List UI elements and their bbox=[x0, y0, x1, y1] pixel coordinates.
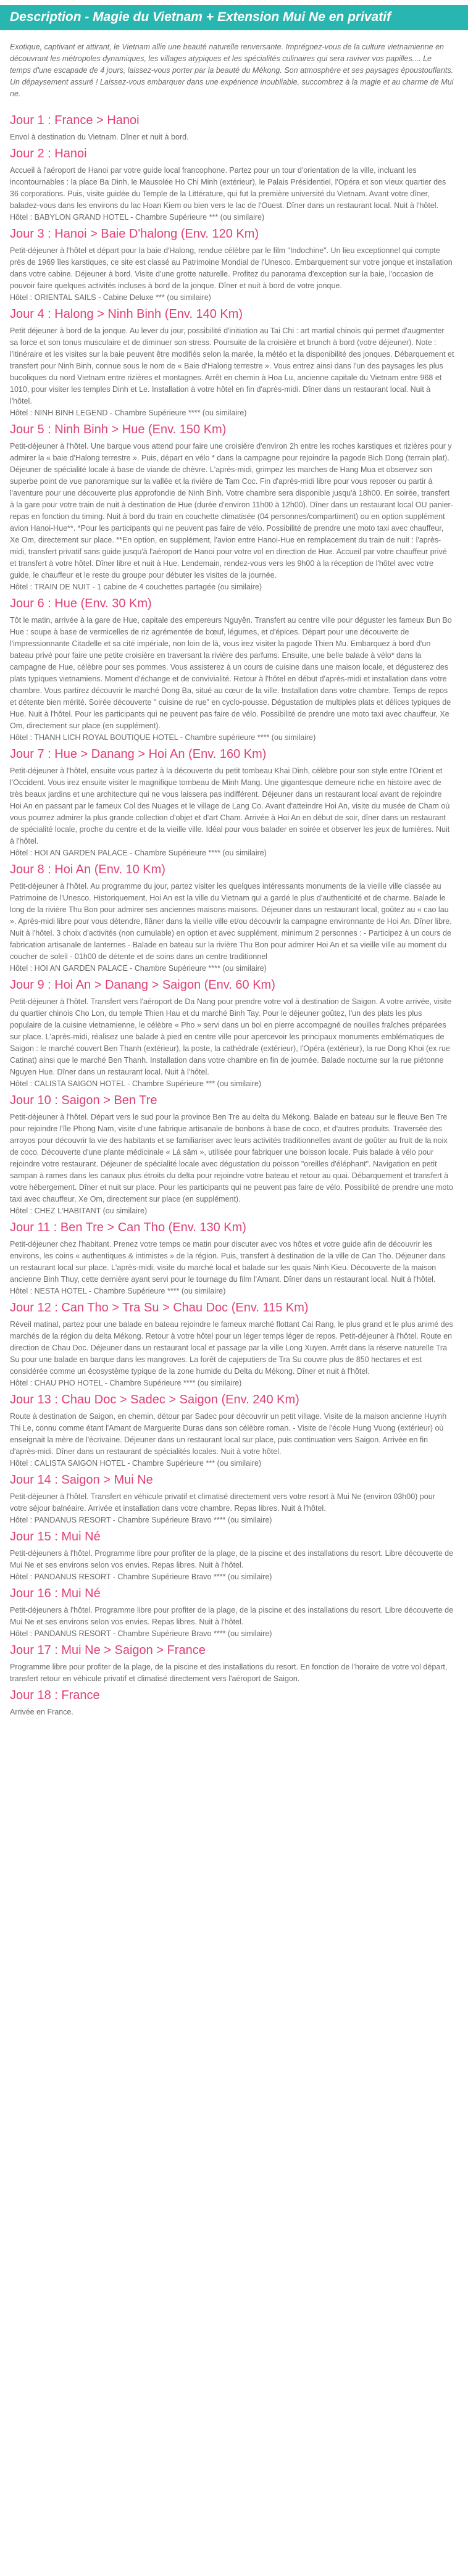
day-section bbox=[10, 597, 454, 744]
day-hotel: Hôtel : NESTA HOTEL - Chambre Supérieure **** (ou similaire) bbox=[10, 1287, 226, 1295]
day-section bbox=[10, 1689, 454, 1718]
day-section bbox=[10, 1643, 454, 1685]
itinerary-content bbox=[0, 30, 468, 1718]
day-title: Jour 6 : Hue (Env. 30 Km) bbox=[10, 597, 152, 610]
day-description: Petit-déjeuners à l'hôtel. Programme libre pour profiter de la plage, de la piscine et des installations du resort. Libre découverte de Mui Ne et ses environs selon vos envies. Repas libres. Nuit à l'hôtel. bbox=[10, 1606, 454, 1626]
day-title: Jour 4 : Halong > Ninh Binh (Env. 140 Km) bbox=[10, 307, 243, 321]
day-title: Jour 2 : Hanoi bbox=[10, 147, 87, 160]
day-title: Jour 12 : Can Tho > Tra Su > Chau Doc (Env. 115 Km) bbox=[10, 1301, 309, 1315]
day-title: Jour 3 : Hanoi > Baie D'halong (Env. 120 Km) bbox=[10, 227, 259, 241]
day-hotel: Hôtel : CALISTA SAIGON HOTEL - Chambre Supérieure *** (ou similaire) bbox=[10, 1079, 262, 1088]
day-description: Petit-déjeuner à l'hôtel et départ pour la baie d'Halong, rendue célèbre par le film "Indochine". Un lieu exceptionnel qui compte près de 1969 îles karstiques, ce site est classé au Patrimoine Mondial de l'Unesco. Embarquement sur votre jonque et installation dans votre cabine. Déjeuner à bord. Visite d'une grotte naturelle. Profitez du panorama d'exception sur la baie, l'occasion de pouvoir faire quelques activités incluses à bord de la jonque. Dîner et nuit à bord de votre jonque. bbox=[10, 246, 453, 290]
day-section bbox=[10, 1587, 454, 1640]
day-hotel: Hôtel : HOI AN GARDEN PALACE - Chambre Supérieure **** (ou similaire) bbox=[10, 964, 267, 973]
day-section bbox=[10, 114, 454, 143]
day-hotel: Hôtel : HOI AN GARDEN PALACE - Chambre Supérieure **** (ou similaire) bbox=[10, 849, 267, 857]
day-title: Jour 5 : Ninh Binh > Hue (Env. 150 Km) bbox=[10, 423, 227, 436]
day-description: Tôt le matin, arrivée à la gare de Hue, capitale des empereurs Nguyên. Transfert au centre ville pour déguster les fameux Bun Bo Hue : soupe à base de vermicelles de riz agrémentée de bœuf, légumes, et d'épices. Départ pour une découverte de l'impressionnante Citadelle et sa cité impériale, non loin de là, vous irez visiter la pagode Thien Mu. Embarquez à bord d'un bateau privé pour faire une petite croisière en traversant la rivière des parfums. Ensuite, une belle balade à vélo* dans la campagne de Hue, célèbre pour ses pommes. Vous assisterez à un cours de cuisine dans une maison locale, et dégusterez des plats typiques vietnamiens. Moment d'échange et de convivialité. Retour à l'hôtel en début d'après-midi et installation dans votre chambre. Vous partirez découvrir le marché Dong Ba, situé au cœur de la ville. Installation dans votre chambre. Temps de repos et détente bien mérité. Soirée découverte " cuisine de rue" en cyclo-pousse. Dégustation de multiples plats et délices typiques de Hue. Nuit à l'hôtel. Pour les participants qui ne peuvent pas faire de vélo. Possibilité de prendre une moto taxi avec chauffeur, Xe Om, directement sur place (en supplément). bbox=[10, 616, 452, 730]
day-hotel: Hôtel : THANH LICH ROYAL BOUTIQUE HOTEL - Chambre supérieure **** (ou similaire) bbox=[10, 733, 316, 742]
day-title: Jour 17 : Mui Ne > Saigon > France bbox=[10, 1643, 206, 1657]
day-description: Route à destination de Saigon, en chemin, détour par Sadec pour découvrir un petit village. Visite de la maison ancienne Huynh Thi Le, connu comme étant l'Amant de Marguerite Duras dans son célèbre roman. - Visite de l'école Hung Vuong (extérieur) où enseignait la mère de l'écrivaine. Déjeuner dans un restaurant local sur place, puis continuation vers Saigon. Arrivée en fin d'après-midi. Dîner dans un restaurant de spécialités locales. Nuit à votre hôtel. bbox=[10, 1412, 447, 1456]
day-section bbox=[10, 1393, 454, 1469]
day-section bbox=[10, 307, 454, 419]
day-title: Jour 7 : Hue > Danang > Hoi An (Env. 160 Km) bbox=[10, 747, 267, 761]
day-description: Réveil matinal, partez pour une balade en bateau rejoindre le fameux marché flottant Cai Rang, le plus grand et le plus animé des marchés de la région du delta Mékong. Retour à votre hôtel pour un léger temps léger de repos. Petit-déjeuner à l'hôtel. Route en direction de Chau Doc. Déjeuner dans un restaurant local et passage par la ville Long Xuyen. Arrêt dans la réserve naturelle Tra Su pour une balade en barque dans les mangroves. La forêt de cajeputiers de Tra Su couvre plus de 850 hectares et est considérée comme un écosystème typique de la zone humide du Delta du Mékong. Dîner et nuit à l'hôtel. bbox=[10, 1320, 453, 1376]
day-section bbox=[10, 747, 454, 859]
day-title: Jour 10 : Saigon > Ben Tre bbox=[10, 1094, 157, 1107]
day-description: Petit-déjeuners à l'hôtel. Programme libre pour profiter de la plage, de la piscine et des installations du resort. Libre découverte de Mui Ne et ses environs selon vos envies. Repas libres. Nuit à l'hôtel. bbox=[10, 1549, 454, 1569]
intro-text: Exotique, captivant et attirant, le Vietnam allie une beauté naturelle renversante. Imprégnez-vous de la culture vietnamienne en découvrant les métropoles dynamiques, les villages atypiques et les spécialités culinaires qui sera raviver vos papilles.... Le temps d'une escapade de 4 jours, laissez-vous porter par la beauté du Mékong. Son atmosphère et ses paysages époustouflants. Un dépaysement assuré ! Laissez-vous embarquer dans une expérience inoubliable, succombrez à la magie et au charme de Mui ne. bbox=[10, 43, 454, 98]
day-title: Jour 9 : Hoi An > Danang > Saigon (Env. 60 Km) bbox=[10, 978, 275, 992]
day-section bbox=[10, 1094, 454, 1217]
day-hotel: Hôtel : BABYLON GRAND HOTEL - Chambre Supérieure *** (ou similaire) bbox=[10, 213, 265, 222]
itinerary-days bbox=[10, 114, 454, 1718]
day-title: Jour 13 : Chau Doc > Sadec > Saigon (Env. 240 Km) bbox=[10, 1393, 299, 1406]
day-hotel: Hôtel : CALISTA SAIGON HOTEL - Chambre Supérieure *** (ou similaire) bbox=[10, 1459, 262, 1468]
day-section bbox=[10, 1301, 454, 1389]
day-title: Jour 18 : France bbox=[10, 1689, 100, 1702]
day-title: Jour 1 : France > Hanoi bbox=[10, 114, 140, 127]
day-description: Envol à destination du Vietnam. Dîner et nuit à bord. bbox=[10, 133, 189, 141]
day-hotel: Hôtel : CHEZ L'HABITANT (ou similaire) bbox=[10, 1207, 148, 1215]
day-description: Petit-déjeuner à l'hôtel. Au programme du jour, partez visiter les quelques intéressants monuments de la vieille ville classée au Patrimoine de l'Unesco. Historiquement, Hoi An est la ville du Vietnam qui a gardé le plus d'authenticité et de charme. Balade le long de la rivière Thu Bon pour admirer ses anciennes maisons maisons. Déjeuner dans un restaurant local, goûtez au « cao lau ». Après-midi libre pour vous détendre, flâner dans la vieille ville et/ou découvrir la campagne environnante de Hoi An. Dîner libre. Nuit à l'hôtel. 3 choix d'activités (non cumulable) en option et avec supplément, minimum 2 personnes : - Participez à un cours de fabrication artisanale de lanternes - Balade en bateau sur la rivière Thu Bon pour admirer Hoi An et sa vieille ville au moment du coucher de soleil - 01h00 de détente et de soins dans un centre traditionnel bbox=[10, 882, 452, 961]
day-title: Jour 16 : Mui Né bbox=[10, 1587, 101, 1600]
day-section bbox=[10, 863, 454, 974]
day-section bbox=[10, 1221, 454, 1297]
day-section bbox=[10, 227, 454, 304]
day-section bbox=[10, 1530, 454, 1583]
day-hotel: Hôtel : NINH BINH LEGEND - Chambre Supérieure **** (ou similaire) bbox=[10, 409, 247, 417]
day-description: Petit-déjeuner chez l'habitant. Prenez votre temps ce matin pour discuter avec vos hôtes et votre guide afin de découvrir les environs, les coins « authentiques & intimistes » de la région. Puis, transfert à destination de la ville de Can Tho. Déjeuner dans un restaurant local sur place. L'après-midi, visite du marché local et balade sur les quais Ninh Kieu. Découverte de la maison ancienne Binh Thuy, cette dernière ayant servi pour le tournage du film l'Amant. Dîner dans un restaurant local. Nuit à l'hôtel. bbox=[10, 1240, 446, 1284]
day-description: Petit-déjeuner à l'hôtel. Une barque vous attend pour faire une croisière d'environ 2h entre les roches karstiques et rizières pour y admirer la « baie d'Halong terrestre ». Puis, départ en vélo * dans la campagne pour rejoindre la pagode Bich Dong (terrain plat). Déjeuner de spécialité locale à base de viande de chèvre. L'après-midi, grimpez les marches de Hang Mua et observez son superbe point de vue panoramique sur la vallée et la rivière de Tam Coc. Fin d'après-midi libre pour vous reposer ou partir à l'aventure pour une découverte plus approfondie de Ninh Binh. Votre chambre sera disponible jusqu'à 18h00. En soirée, transfert à la gare pour votre train de nuit à destination de Hue (durée d'environ 11h00 à 12h00). Dîner dans un restaurant local OU panier-repas en fonction du timing. Nuit à bord du train en couchette climatisée (04 personnes/compartiment) ou en option supplément avion Hanoi-Hue**. *Pour les participants qui ne peuvent pas faire de vélo. Possibilité de prendre une moto taxi avec chauffeur, Xe Om, directement sur place. **En option, en supplément, l'avion entre Hanoi-Hue en remplacement du train de nuit : l'après-midi, transfert privatif sans guide jusqu'à l'aéroport de Hanoi pour votre vol en direction de Hue. Accueil par votre chauffeur privé et transfert à votre hôtel. Dîner libre et nuit à Hue. Lendemain, rendez-vous vers les 9h00 à la réception de l'hôtel avec votre guide, le chauffeur et le reste du groupe pour débuter les visites de la journée. bbox=[10, 442, 453, 580]
day-section bbox=[10, 978, 454, 1090]
day-description: Petit-déjeuner à l'hôtel. Transfert en véhicule privatif et climatisé directement vers votre resort à Mui Ne (environ 03h00) pour votre séjour balnéaire. Arrivée et installation dans votre chambre. Repas libres. Nuit à l'hôtel. bbox=[10, 1492, 435, 1513]
day-description: Accueil à l'aéroport de Hanoi par votre guide local francophone. Partez pour un tour d'orientation de la ville, incluant les incontournables : la place Ba Dinh, le Mausolée Ho Chi Minh (extérieur), le Palais Présidentiel, l'Opéra et son vieux quartier des 36 corporations. Puis, visite guidée du Temple de la Littérature, qui fut la première université du Vietnam. Avant votre dîner, baladez-vous dans les environs du lac Hoan Kiem ou bien vers le lac de l'Ouest. Dîner dans un restaurant local. Nuit à l'hôtel. bbox=[10, 166, 446, 210]
day-hotel: Hôtel : TRAIN DE NUIT - 1 cabine de 4 couchettes partagée (ou similaire) bbox=[10, 583, 262, 591]
day-hotel: Hôtel : PANDANUS RESORT - Chambre Supérieure Bravo **** (ou similaire) bbox=[10, 1629, 272, 1638]
day-title: Jour 11 : Ben Tre > Can Tho (Env. 130 Km) bbox=[10, 1221, 246, 1234]
day-section bbox=[10, 147, 454, 223]
day-hotel: Hôtel : PANDANUS RESORT - Chambre Supérieure Bravo **** (ou similaire) bbox=[10, 1573, 272, 1581]
day-description: Arrivée en France. bbox=[10, 1708, 73, 1716]
day-section bbox=[10, 423, 454, 593]
day-hotel: Hôtel : CHAU PHO HOTEL - Chambre Supérieure **** (ou similaire) bbox=[10, 1379, 242, 1387]
day-description: Programme libre pour profiter de la plage, de la piscine et des installations du resort. En fonction de l'horaire de votre vol départ, transfert retour en véhicule privatif et climatisé directement vers l'aéroport de Saigon. bbox=[10, 1663, 448, 1683]
day-description: Petit-déjeuner à l'hôtel, ensuite vous partez à la découverte du petit tombeau Khai Dinh, célèbre pour son style entre l'Orient et l'Occident. Vous irez ensuite visiter le magnifique tombeau de Minh Mang. Une gigantesque demeure riche en histoire avec de très beaux jardins et une architecture qui ne vous laissera pas indifférent. Déjeuner dans un restaurant local avant de rejoindre Hoi An en passant par le fameux Col des Nuages et le village de Lang Co. Avant d'atteindre Hoi An, visite du musée de Cham où vous pourrez admirer la plus grande collection d'objet et d'art Cham. Arrivée à Hoi An en début de soir, dîner dans un restaurant de spécialité locale, proche du centre et de la vieille ville. Idéal pour vous balader en soirée et observer les jeux de lumières. Nuit à l'hôtel. bbox=[10, 767, 450, 846]
day-title: Jour 15 : Mui Né bbox=[10, 1530, 101, 1544]
day-description: Petit-déjeuner à l'hôtel. Départ vers le sud pour la province Ben Tre au delta du Mékong. Balade en bateau sur le fleuve Ben Tre pour rejoindre l'île Phong Nam, visite d'une fabrique artisanale de bonbons à base de coco, et d'autres produits. Traversée des arroyos pour découvrir la vie des habitants et se familiariser avec leurs activités traditionnelles avant de goûter au fruit de la noix de coco. Découverte d'une plante médicinale « Lá sâm », utilisée pour fabriquer une boisson locale. Puis balade à vélo pour rejoindre votre restaurant. Déjeuner de spécialité locale avec dégustation du poisson "oreilles d'éléphant". Navigation en petit sampan à rames dans les canaux plus étroits du delta pour rejoindre votre bateau et retour au quai. Débarquement et transfert à votre hébergement. Dîner et nuit sur place. Pour les participants qui ne peuvent pas faire de vélo. Possibilité de prendre une moto taxi avec chauffeur, Xe Om, directement sur place (en supplément). bbox=[10, 1113, 453, 1203]
day-section bbox=[10, 1473, 454, 1526]
day-hotel: Hôtel : ORIENTAL SAILS - Cabine Deluxe *** (ou similaire) bbox=[10, 293, 211, 302]
page bbox=[0, 5, 468, 1743]
day-description: Petit-déjeuner à l'hôtel. Transfert vers l'aéroport de Da Nang pour prendre votre vol à destination de Saigon. A votre arrivée, visite du quartier chinois Cho Lon, du temple Thien Hau et du marché Binh Tay. Pour le déjeuner goûtez, l'un des plats les plus populaire de la cuisine vietnamienne, le célèbre « Pho » servi dans un bol en pierre accompagné de nouilles fraîches préparées sur place. L'après-midi, réalisez une balade à pied en centre ville pour apercevoir les principaux monuments emblématiques de Saigon : le marché couvert Ben Thanh (extérieur), la poste, la cathédrale (extérieur), l'Opéra (extérieur), la rue Dong Khoi (ex rue Catinat) ainsi que le marché Ben Thanh. Installation dans votre chambre en fin de journée. Balade nocturne sur la rue piétonne Nguyen Hue. Dîner dans un restaurant local. Nuit à l'hôtel. bbox=[10, 997, 451, 1076]
day-description: Petit déjeuner à bord de la jonque. Au lever du jour, possibilité d'initiation au Tai Chi : art martial chinois qui permet d'augmenter sa force et son tonus musculaire et de diminuer son stress. Poursuite de la croisière et brunch à bord (votre déjeuner). Note : l'itinéraire et les visites sur la baie peuvent être modifiés selon la marée, la météo et la disponibilité des jonques. Débarquement et transfert pour Ninh Binh, connue sous le nom de « Baie d'Halong terrestre ». Vous entrez ainsi dans l'un des paysages les plus bucoliques du nord Vietnam entre rizières et montagnes. Arrêt en chemin à Hoa Lu, ancienne capitale du Vietnam entre 968 et 1010, pour visiter les temples Dinh et Le. Installation à votre hôtel en fin d'après-midi. Dîner dans un restaurant local. Nuit à l'hôtel. bbox=[10, 326, 454, 405]
day-title: Jour 8 : Hoi An (Env. 10 Km) bbox=[10, 863, 165, 876]
page-title: Description - Magie du Vietnam + Extension Mui Ne en privatif bbox=[0, 5, 468, 30]
day-hotel: Hôtel : PANDANUS RESORT - Chambre Supérieure Bravo **** (ou similaire) bbox=[10, 1516, 272, 1524]
day-title: Jour 14 : Saigon > Mui Ne bbox=[10, 1473, 153, 1487]
